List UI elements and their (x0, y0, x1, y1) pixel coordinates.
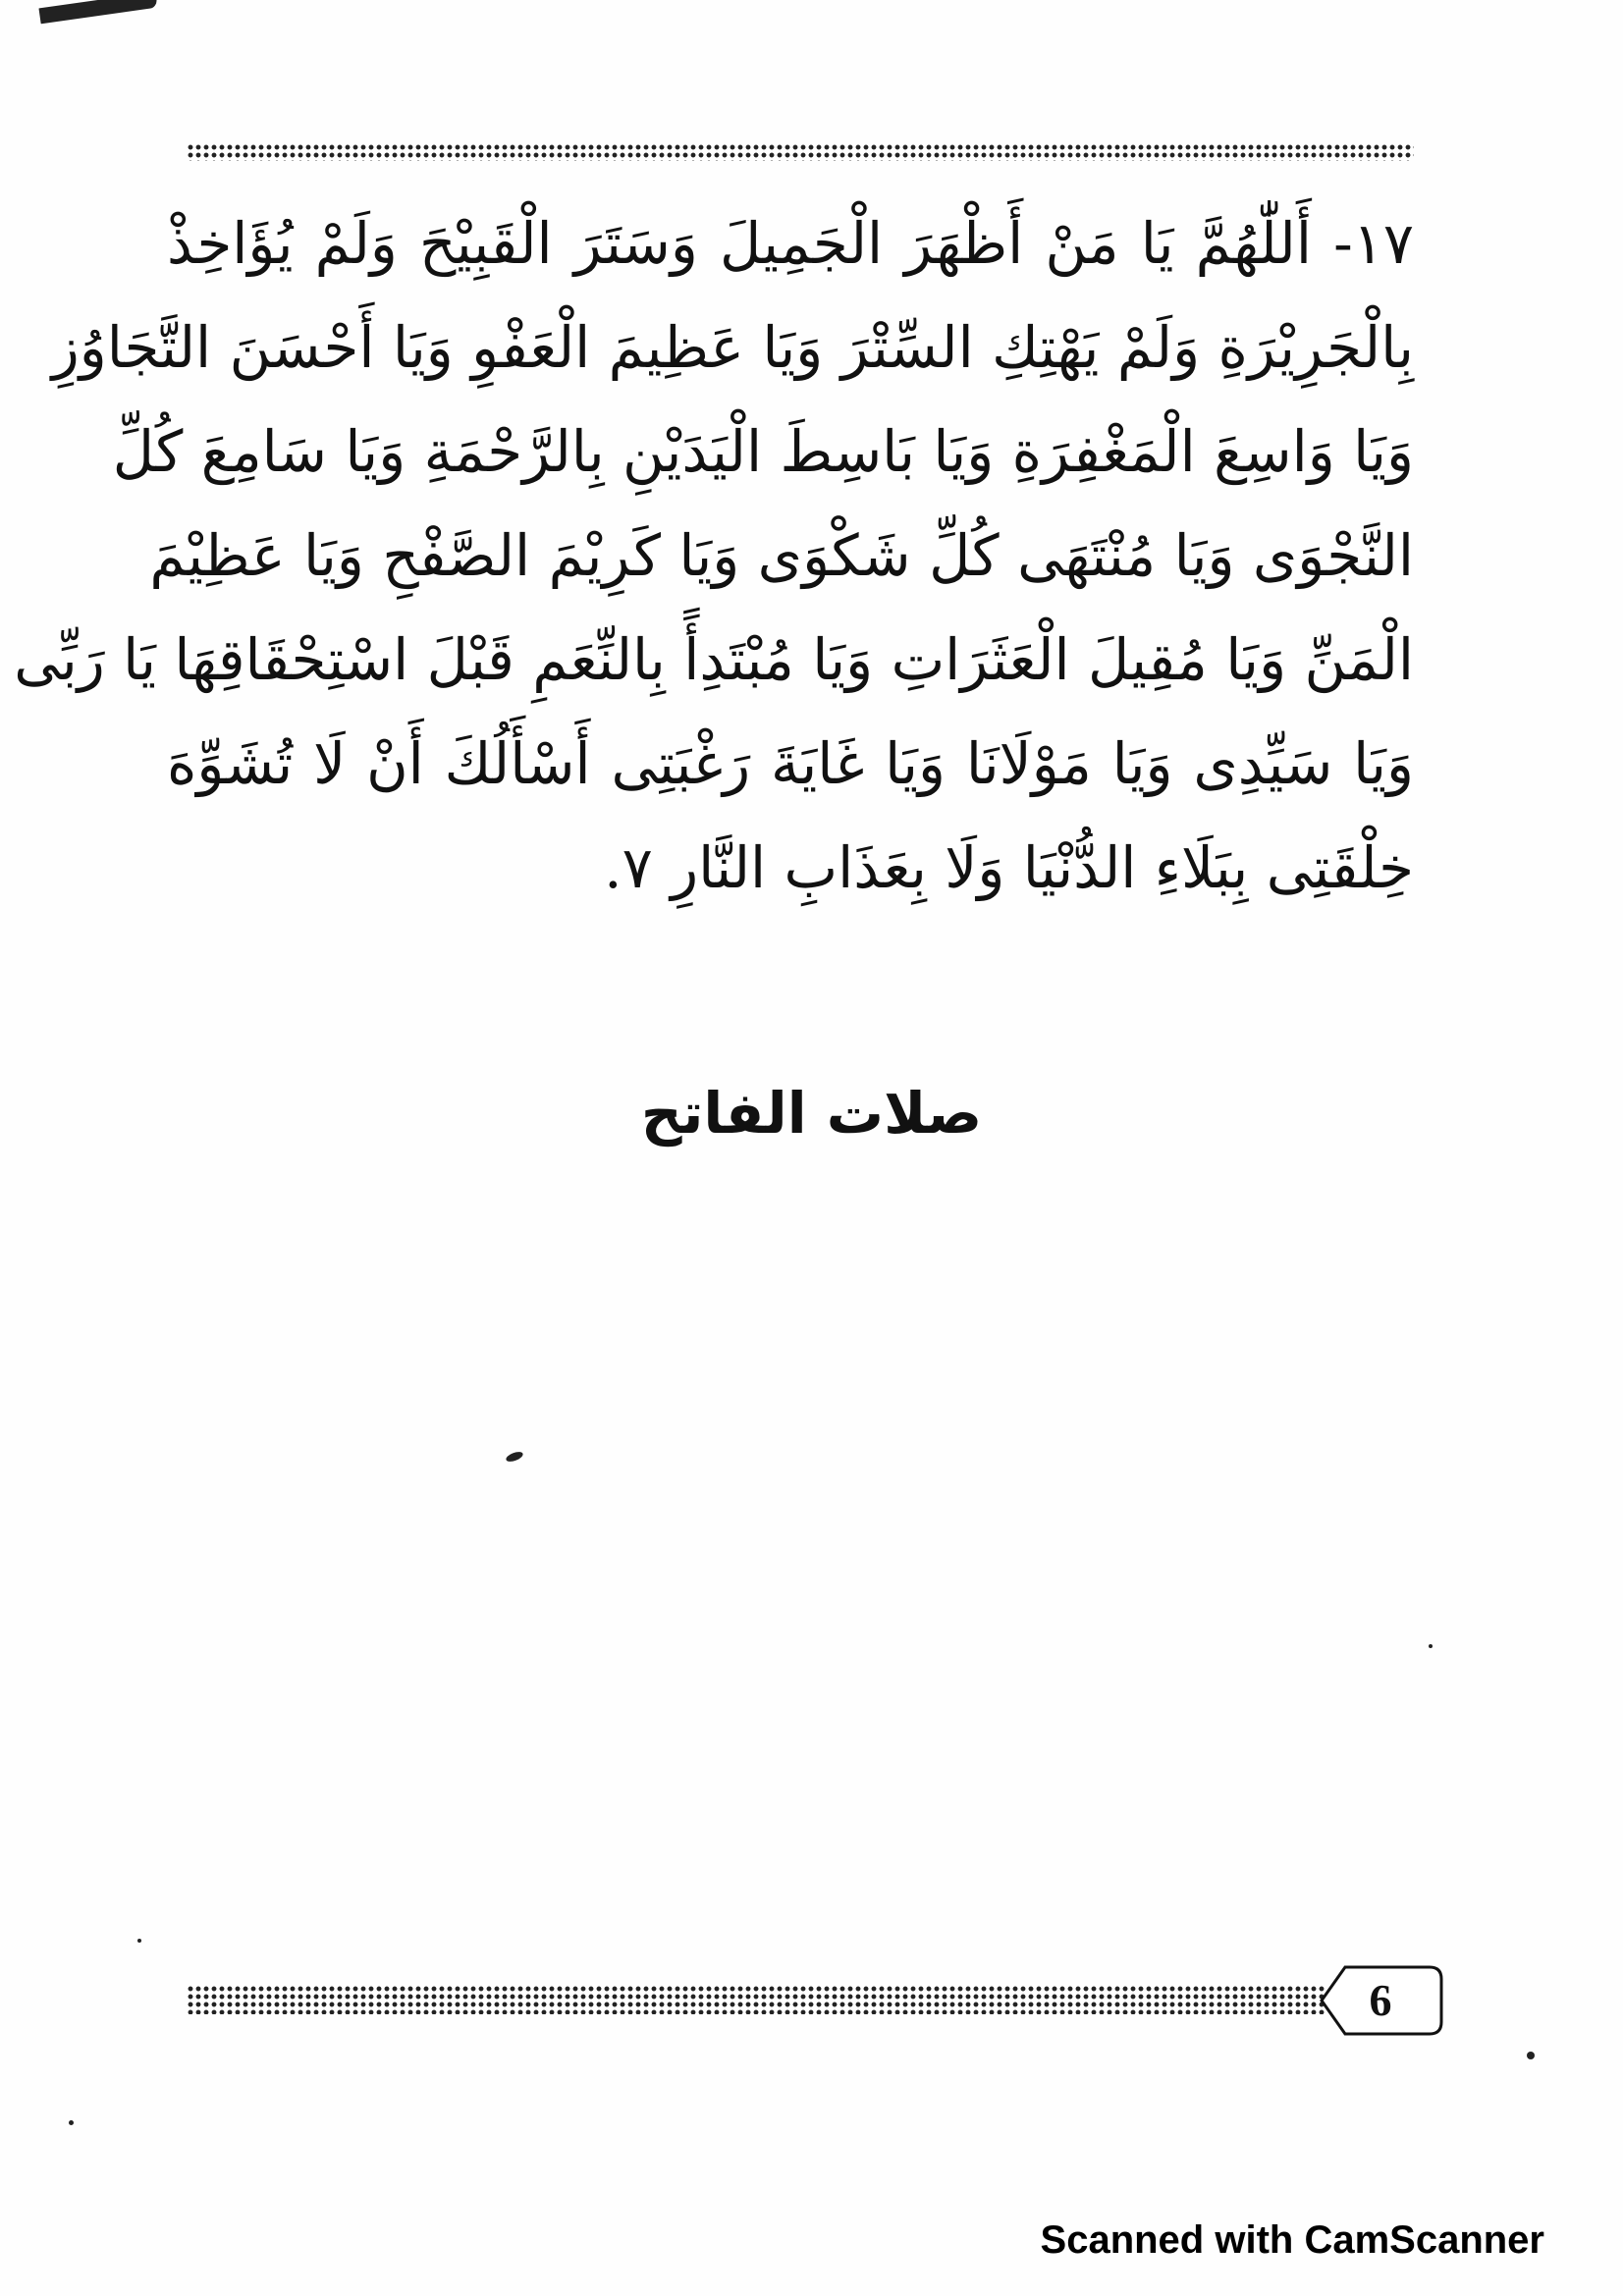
page-number-badge (1316, 1961, 1445, 2040)
section-title: صلات الفاتح (640, 1080, 983, 1147)
paragraph-line-2: بِالْجَرِيْرَةِ وَلَمْ يَهْتِكِ السِّتْرَ وَيَا عَظِيمَ الْعَفْوِ وَيَا أَحْسَنَ التَّجَاوُزِ (51, 314, 1414, 381)
ink-speck (1527, 2052, 1535, 2059)
paragraph-line-6: وَيَا سَيِّدِى وَيَا مَوْلَانَا وَيَا غَايَةَ رَغْبَتِى أَسْأَلُكَ أَنْ لَا تُشَوِّهَ (167, 730, 1414, 797)
ink-speck (505, 1450, 524, 1464)
paragraph-line-4: النَّجْوَى وَيَا مُنْتَهَى كُلِّ شَكْوَى وَيَا كَرِيْمَ الصَّفْحِ وَيَا عَظِيْمَ (149, 522, 1414, 589)
ink-speck (137, 1939, 141, 1943)
ink-speck (1429, 1644, 1433, 1648)
footer-dotted-border (187, 1985, 1325, 2014)
prayer-paragraph (14, 191, 1414, 920)
ink-speck (69, 2120, 74, 2125)
paragraph-line-3: وَيَا وَاسِعَ الْمَغْفِرَةِ وَيَا بَاسِطَ الْيَدَيْنِ بِالرَّحْمَةِ وَيَا سَامِعَ كُلِّ (112, 418, 1414, 485)
paragraph-line-5: الْمَنِّ وَيَا مُقِيلَ الْعَثَرَاتِ وَيَا مُبْتَدِأً بِالنِّعَمِ قَبْلَ اسْتِحْقَاقِهَا يَا رَبِّى (14, 626, 1414, 693)
camscanner-watermark: Scanned with CamScanner (1040, 2218, 1544, 2262)
paragraph-line-7: خِلْقَتِى بِبَلَاءِ الدُّنْيَا وَلَا بِعَذَابِ النَّارِ ٧. (604, 834, 1414, 901)
paragraph-line-1: ١٧- أَللّٰهُمَّ يَا مَنْ أَظْهَرَ الْجَمِيلَ وَسَتَرَ الْقَبِيْحَ وَلَمْ يُؤَاخِذْ (167, 210, 1414, 277)
top-dotted-border (187, 143, 1414, 161)
page-number: 6 (1369, 1975, 1392, 2025)
corner-ink-smudge (38, 0, 157, 24)
